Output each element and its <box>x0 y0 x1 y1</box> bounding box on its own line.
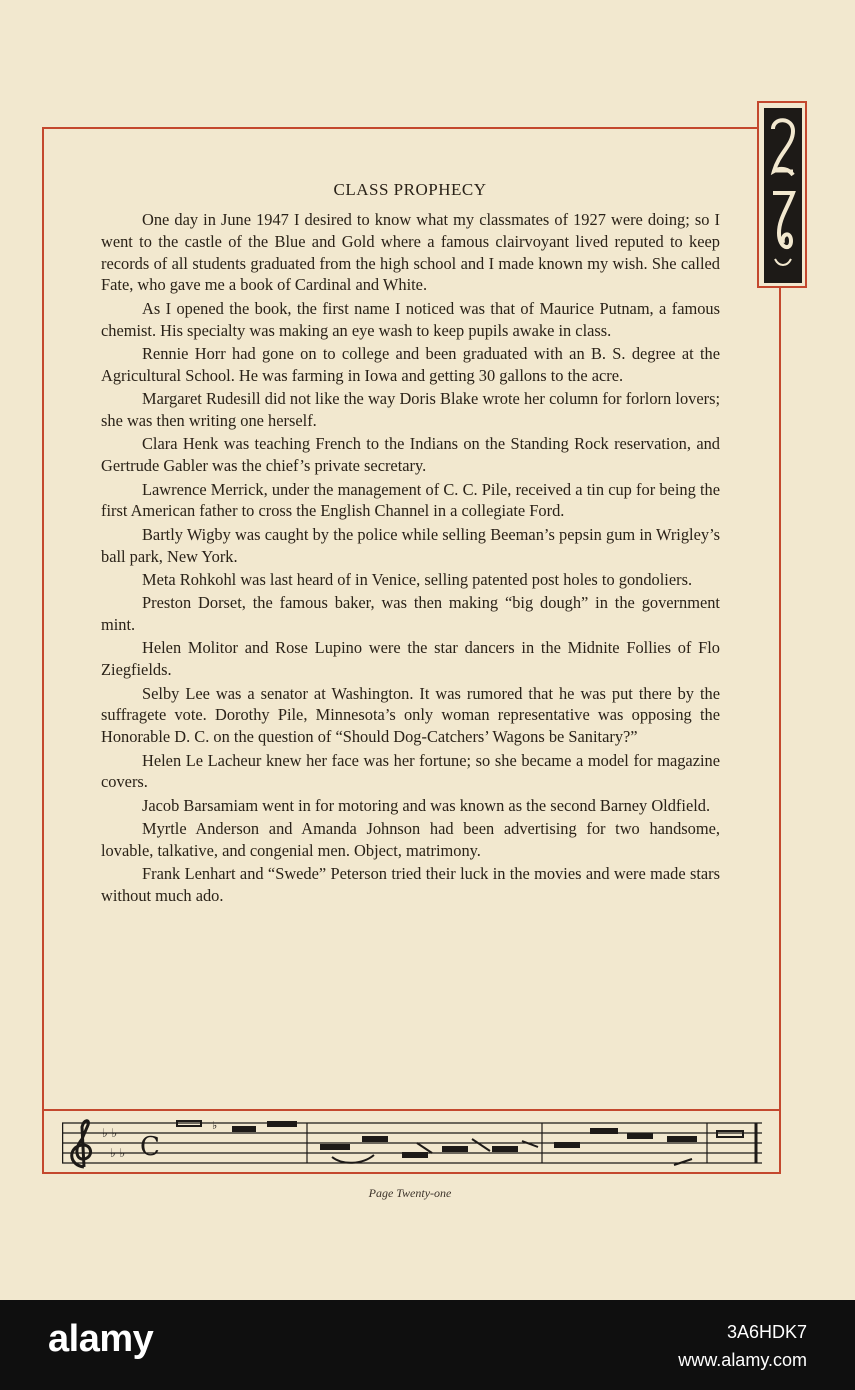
site-url: www.alamy.com <box>678 1350 807 1370</box>
brand-logo: alamy <box>48 1318 154 1360</box>
paragraph: Selby Lee was a senator at Washington. It was rumored that he was put there by the suffragete vote. Dorothy Pile, Minnesota’s only woman representative was opposing the Honorable D. C. on the question of “Should Dog-Catchers’ Wagons be Sanitary?” <box>101 683 720 747</box>
paragraph: Helen Le Lacheur knew her face was her fortune; so she became a model for magazine covers. <box>101 750 720 792</box>
paragraph: Myrtle Anderson and Amanda Johnson had been advertising for two handsome, lovable, talkative, and congenial men. Object, matrimony. <box>101 819 720 861</box>
music-staff-ornament-icon <box>62 1117 762 1169</box>
paragraph: Meta Rohkohl was last heard of in Venice, selling patented post holes to gondoliers. <box>142 569 693 589</box>
svg-text:♭: ♭ <box>212 1119 218 1132</box>
paragraph: Bartly Wigby was caught by the police while selling Beeman’s pepsin gum in Wrigley’s ball park, New York. <box>101 524 720 566</box>
paragraph: Jacob Barsamiam went in for motoring and was known as the second Barney Oldfield. <box>142 795 711 815</box>
prophecy-text <box>101 209 720 909</box>
page-title: CLASS PROPHECY <box>333 180 487 199</box>
svg-text:♭ ♭: ♭ ♭ <box>110 1146 126 1160</box>
watermark-bar <box>0 1300 855 1390</box>
paragraph: Lawrence Merrick, under the management of C. C. Pile, received a tin cup for being the first American father to cross the English Channel in a collegiate Ford. <box>101 479 720 521</box>
svg-text:♭ ♭: ♭ ♭ <box>102 1126 118 1140</box>
paragraph: One day in June 1947 I desired to know what my classmates of 1927 were doing; so I went to the castle of the Blue and Gold where a famous clairvoyant lived reputed to keep records of all students graduated from the high school and I made known my wish. She called Fate, who gave me a book of Cardinal and White. <box>101 210 720 295</box>
paragraph: Rennie Horr had gone on to college and been graduated with an B. S. degree at the Agricultural School. He was farming in Iowa and getting 30 gallons to the acre. <box>101 343 720 385</box>
paragraph: Margaret Rudesill did not like the way Doris Blake wrote her column for forlorn lovers; she was then writing one herself. <box>101 389 720 430</box>
page-number: Page Twenty-one <box>368 1186 452 1200</box>
music-divider-line <box>42 1109 781 1111</box>
paragraph: Helen Molitor and Rose Lupino were the star dancers in the Midnite Follies of Flo Ziegfields. <box>101 638 720 680</box>
paragraph: Frank Lenhart and “Swede” Peterson tried their luck in the movies and were made stars without much ado. <box>101 864 720 906</box>
paragraph: Clara Henk was teaching French to the Indians on the Standing Rock reservation, and Gertrude Gabler was the chief’s private secretary. <box>101 434 720 476</box>
image-id: 3A6HDK7 <box>726 1322 807 1342</box>
paragraph: Preston Dorset, the famous baker, was then making “big dough” in the government mint. <box>101 593 720 635</box>
paragraph: As I opened the book, the first name I noticed was that of Maurice Putnam, a famous chemist. His specialty was making an eye wash to keep pupils awake in class. <box>101 298 720 340</box>
svg-text:C: C <box>140 1132 160 1162</box>
